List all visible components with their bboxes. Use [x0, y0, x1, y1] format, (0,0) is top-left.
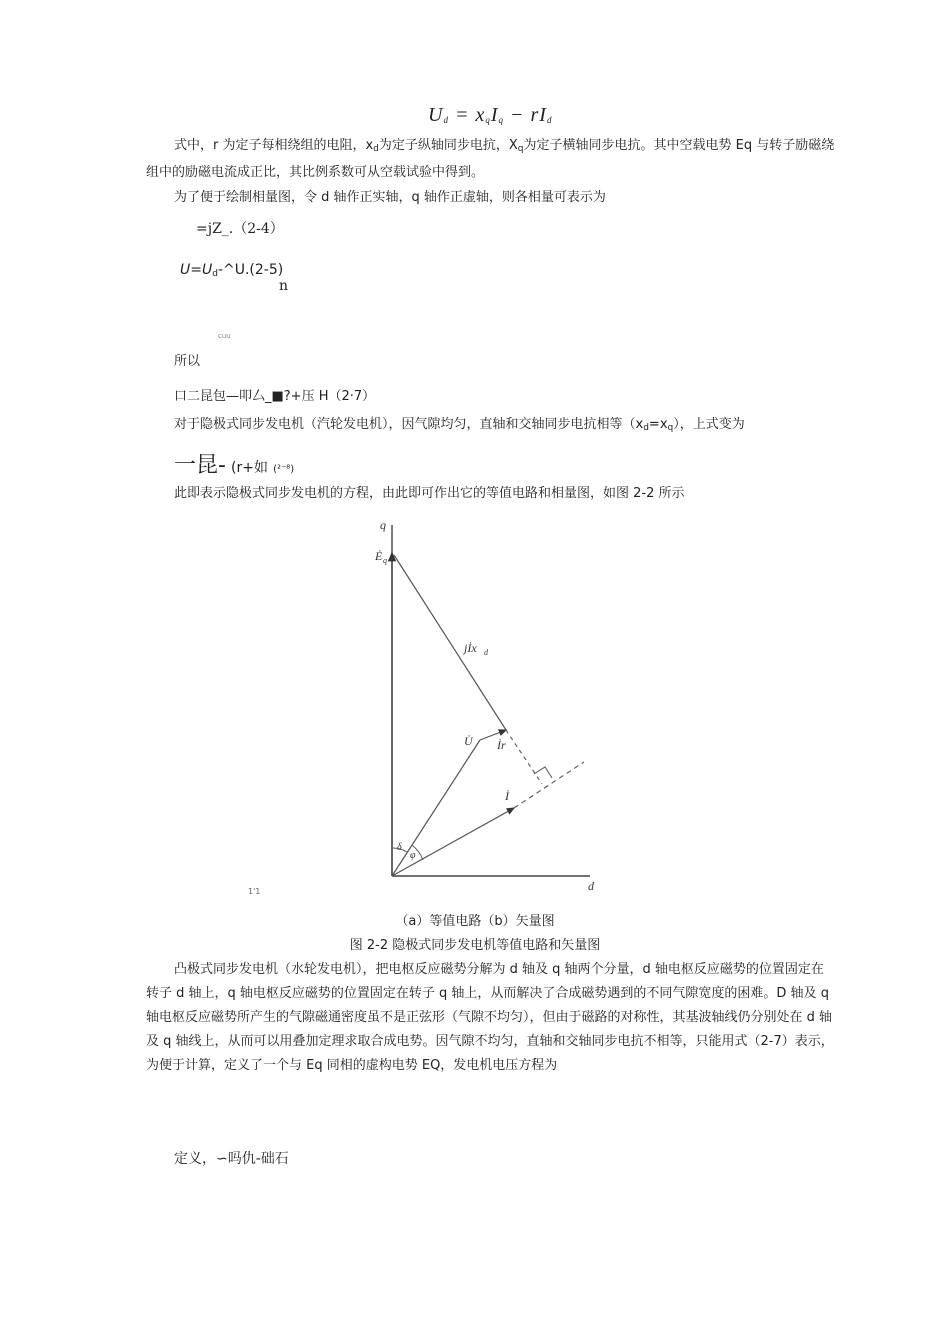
paragraph-salient-pole: 凸极式同步发电机（水轮发电机），把电枢反应磁势分解为 d 轴及 q 轴两个分量，d 轴电枢反应磁势的位置固定在转子 d 轴上，q 轴电枢反应磁势的位置固定在转子 q 轴上，从而解决了合成磁势遇到的不同气隙宽度的困难。D 轴及 q 轴电枢反应磁势所产生的气隙磁通密度虽不是正弦形（气隙不均匀），但由于磁路的对称性，其基波轴线仍分别处在 d 轴及 q 轴线上，从而可以用叠加定理求取合成电势。因气隙不均匀，直轴和交轴同步电抗不相等，只能用式（2-7）表示，为便于计算，定义了一个与 Eq 同相的虚构电势 EQ，发电机电压方程为: [146, 962, 834, 1073]
para1-text-a: 式中，r 为定子每相绕组的电阻，x: [174, 138, 374, 153]
ir-label: İr: [497, 738, 506, 752]
eq28-small: (²⁻⁸): [273, 464, 295, 475]
eq25-sub: d: [212, 269, 218, 279]
tiny-mark: cuu: [218, 332, 231, 340]
perpendicular-dashed: [506, 730, 542, 784]
para1-text-b: 为定子纵轴同步电抗，X: [378, 138, 518, 153]
u-vector: [392, 740, 480, 876]
eq-equals: =: [448, 104, 476, 126]
paragraph-equation-meaning: 此即表示隐极式同步发电机的方程，由此即可作出它的等值电路和相量图，如图 2-2 所示: [174, 486, 685, 501]
eq-i-sub: q: [498, 115, 505, 125]
eq-label-sub: q: [383, 556, 387, 565]
para3-sub-d: d: [643, 423, 649, 433]
d-axis-label: d: [588, 879, 594, 893]
eq-x: x: [475, 104, 486, 126]
para1-sub-q: q: [517, 144, 524, 154]
right-angle-mark: [534, 767, 552, 778]
para1-sub-d: d: [373, 144, 379, 154]
eq-label: Ė: [375, 549, 383, 563]
q-axis-label: q: [380, 518, 386, 532]
equation-2-7: 口二昆包—叩厶_■?+压 H（2·7）: [174, 389, 376, 404]
paragraph-phasor-intro: 为了便于绘制相量图，令 d 轴作正实轴，q 轴作正虚轴，则各相量可表示为: [174, 190, 606, 205]
eq28-big: 一昆-: [174, 453, 226, 478]
equation-2-4: =jZ_.（2-4）: [196, 221, 284, 237]
eq-i: I: [490, 104, 499, 126]
jixd-label-sub: d: [484, 648, 488, 657]
i-extension-dashed: [514, 762, 584, 808]
para3-sub-q: q: [667, 423, 674, 433]
text-suoyi: 所以: [174, 354, 201, 369]
figure-caption: 图 2-2 隐极式同步发电机等值电路和矢量图: [349, 938, 601, 953]
i-label: İ: [505, 789, 509, 803]
eq-u: U: [428, 104, 444, 126]
para3-text-a: 对于隐极式同步发电机（汽轮发电机），因气隙均匀，直轴和交轴同步电抗相等（x: [174, 417, 644, 432]
eq-u-sub: d: [443, 115, 449, 125]
para3-text-b: =x: [648, 417, 668, 432]
u-label: U̇: [464, 734, 473, 748]
eq-x-sub: q: [485, 115, 491, 125]
i-vector: [392, 808, 514, 876]
eq25-b: -^U.(2-5): [217, 262, 284, 278]
eq-r-sub: d: [546, 115, 553, 125]
eq-minus: −: [504, 104, 531, 126]
side-mark: 1'1: [248, 887, 261, 896]
delta-label: δ: [397, 842, 402, 853]
eq28-mid: (r+如: [231, 460, 268, 476]
phi-label: φ: [410, 850, 416, 861]
eq-r: rI: [530, 104, 547, 126]
jixd-label: jİx: [464, 641, 477, 655]
para1-text-c: 为定子横轴同步电抗。其中空载电势 Eq 与转子励磁绕组中的励磁电流成正比，其比例系数可从空载试验中得到。: [146, 138, 835, 180]
definition-line: 定义，∽吗仇-础石: [174, 1151, 289, 1167]
equation-2-5-mark: n: [279, 278, 289, 294]
eq25-a: U=U: [180, 262, 213, 278]
para3-text-c: ），上式变为: [673, 417, 745, 432]
jixd-vector: [394, 555, 506, 730]
figure-subcaption: （a）等值电路（b）矢量图: [395, 914, 555, 929]
